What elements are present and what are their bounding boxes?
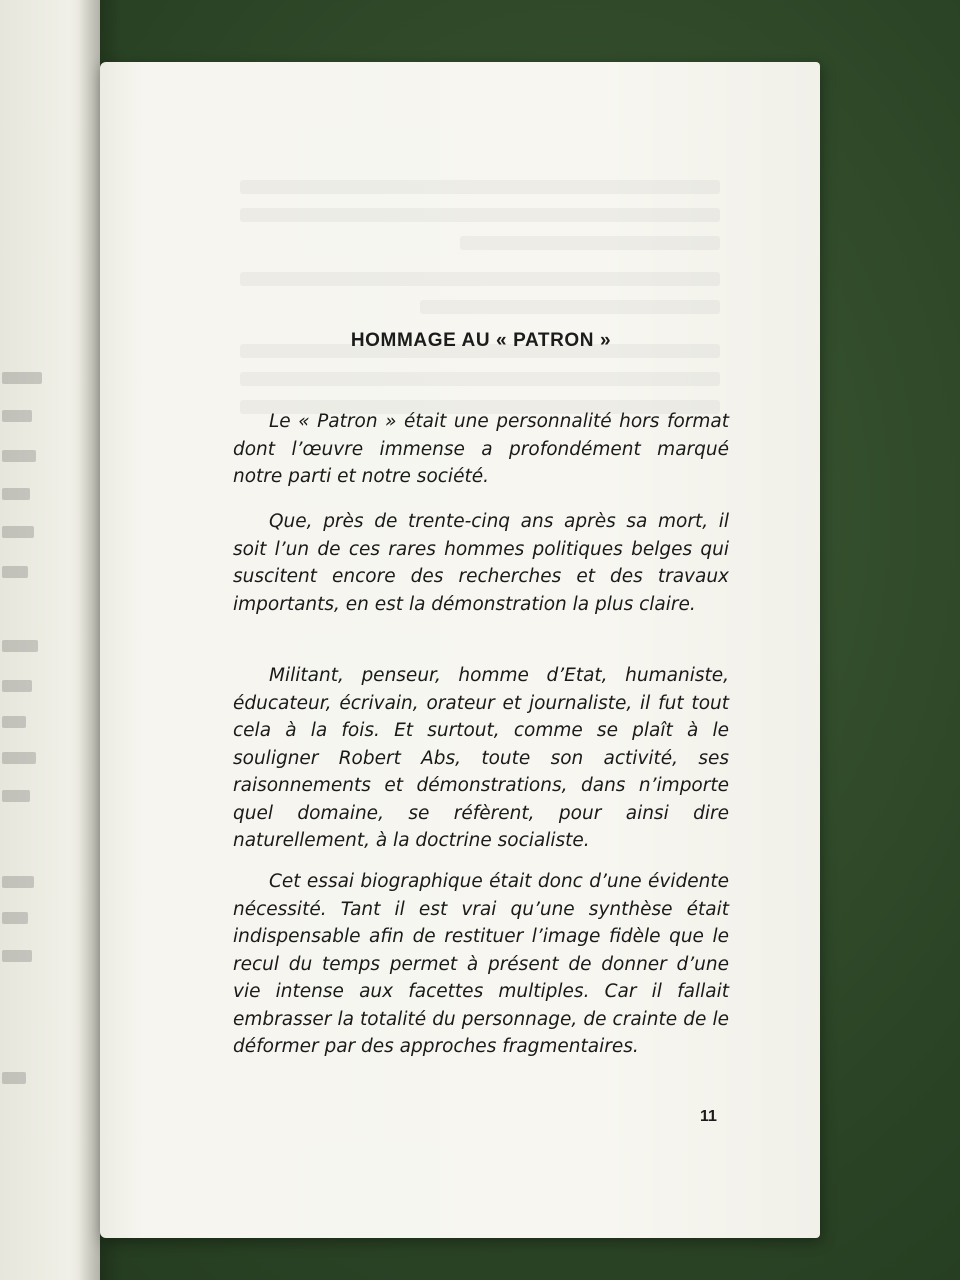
book-page bbox=[100, 62, 820, 1238]
show-through-line bbox=[240, 208, 720, 222]
show-through-mark bbox=[2, 912, 28, 924]
paragraph: Cet essai biographique était donc d’une évidente nécessité. Tant il est vrai qu’une synthèse était indispensable afin de restituer l’image fidèle que le recul du temps permet à présent de donner d’une vie intense aux facettes multiples. Car il fallait embrasser la totalité du personnage, de crainte de le déformer par des approches fragmentaires. bbox=[233, 871, 729, 1057]
show-through-mark bbox=[2, 716, 26, 728]
show-through-mark bbox=[2, 640, 38, 652]
show-through-line bbox=[460, 236, 720, 250]
show-through-mark bbox=[2, 752, 36, 764]
show-through-mark bbox=[2, 790, 30, 802]
show-through-line bbox=[240, 272, 720, 286]
show-through-mark bbox=[2, 488, 30, 500]
show-through-mark bbox=[2, 876, 34, 888]
paragraph: Que, près de trente-cinq ans après sa mort, il soit l’un de ces rares hommes politiques belges qui suscitent encore des recherches et des travaux importants, en est la démonstration la plus claire. bbox=[233, 511, 729, 615]
show-through-mark bbox=[2, 372, 42, 384]
show-through-line bbox=[240, 372, 720, 386]
paragraph: Le « Patron » était une personnalité hors format dont l’œuvre immense a profondément marqué notre parti et notre société. bbox=[233, 411, 729, 487]
page-number: 11 bbox=[700, 1108, 717, 1125]
show-through-mark bbox=[2, 680, 32, 692]
show-through-mark bbox=[2, 1072, 26, 1084]
show-through-mark bbox=[2, 526, 34, 538]
paragraph: Militant, penseur, homme d’Etat, humaniste, éducateur, écrivain, orateur et journaliste, il fut tout cela à la fois. Et surtout, comme se plaît à le souligner Robert Abs, toute son activité, ses raisonnements et démonstrations, dans n’importe quel domaine, se réfèrent, pour ainsi dire naturellement, à la doctrine socialiste. bbox=[233, 665, 729, 851]
show-through-mark bbox=[2, 410, 32, 422]
show-through-line bbox=[240, 180, 720, 194]
show-through-line bbox=[420, 300, 720, 314]
show-through-mark bbox=[2, 450, 36, 462]
page-title: HOMMAGE AU « PATRON » bbox=[350, 330, 612, 351]
show-through-mark bbox=[2, 566, 28, 578]
show-through-mark bbox=[2, 950, 32, 962]
